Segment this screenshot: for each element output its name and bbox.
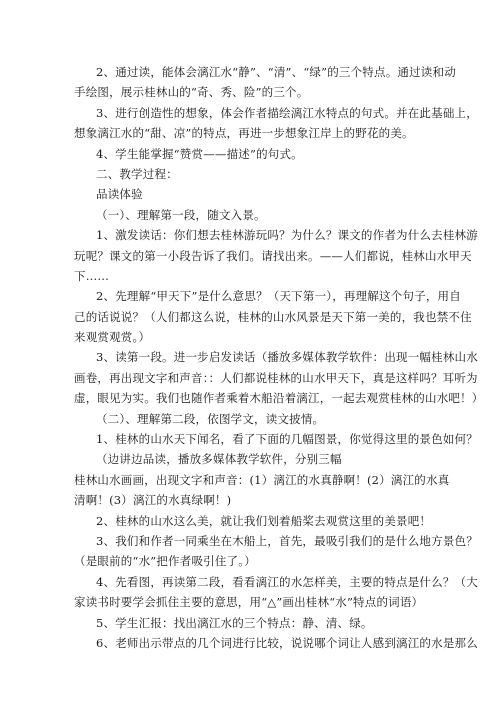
text-line: 家读书时要学会抓住主要的意思，用“△”画出桂林“水”特点的词语） xyxy=(74,595,424,610)
text-line: 己的话说说？（人们都这么说，桂林的山水风景是天下第一美的，我也禁不住 xyxy=(74,309,472,324)
text-line: 1、桂林的山水天下闻名，看了下面的几幅图景，你觉得这里的景色如何？ xyxy=(96,432,478,447)
text-line: （一）、理解第一段，随文入景。 xyxy=(96,207,266,222)
text-line: 画卷，再出现文字和声音：：人们都说桂林的山水甲天下，真是这样吗？耳听为 xyxy=(74,370,478,385)
text-line: 下…… xyxy=(74,268,110,283)
text-line: （二）、理解第二段，依图学文，读文披情。 xyxy=(96,411,325,426)
text-line: 4、学生能掌握“赞赏——描述”的句式。 xyxy=(96,146,303,161)
text-line: 品读体验 xyxy=(96,187,143,202)
text-line: 2、先理解“甲天下”是什么意思？（天下第一），再理解这个句子，用自 xyxy=(96,289,461,304)
text-line: 6、老师出示带点的几个词进行比较，说说哪个词让人感到漓江的水是那么 xyxy=(96,635,478,650)
text-line: 想象漓江水的“甜、凉”的特点，再进一步想象江岸上的野花的美。 xyxy=(74,126,414,141)
text-line: 1、激发读话：你们想去桂林游玩吗？为什么？课文的作者为什么去桂林游 xyxy=(96,228,478,243)
text-line: 2、通过读，能体会漓江水“静”、“清”、“绿”的三个特点。通过读和动 xyxy=(96,65,456,79)
text-line: 2、桂林的山水这么美，就让我们划着船桨去观赏这里的美景吧！ xyxy=(96,513,432,528)
text-line: 3、读第一段。进一步启发读话（播放多媒体教学软件：出现一幅桂林山水 xyxy=(96,350,478,365)
text-line: 5、学生汇报：找出漓江水的三个特点：静、清、绿。 xyxy=(96,615,373,630)
text-line: 二、教学过程： xyxy=(96,166,178,181)
text-line: 3、进行创造性的想象，体会作者描绘漓江水特点的句式。并在此基础上， xyxy=(96,105,478,120)
text-line: 清啊！(3）漓江的水真绿啊！) xyxy=(74,493,232,508)
text-line: 3、我们和作者一同乘坐在木船上，首先，最吸引我们的是什么地方景色？ xyxy=(96,533,478,548)
text-line: 来观赏观赏。） xyxy=(74,330,151,345)
text-line: （是眼前的“水”把作者吸引住了。） xyxy=(74,554,256,569)
text-line: 手绘图，展示桂林山的“奇、秀、险”的三个。 xyxy=(74,85,309,100)
text-line: 4、先看图，再读第二段，看看漓江的水怎样美，主要的特点是什么？（大 xyxy=(96,574,478,589)
text-line: 玩呢？课文的第一小段告诉了我们。请找出来。——人们都说，桂林山水甲天 xyxy=(74,248,472,263)
text-line: 虚，眼见为实。我们也随作者乘着木船沿着漓江，一起去观赏桂林的山水吧！） xyxy=(74,391,484,406)
text-line: （边讲边品读，播放多媒体教学软件，分别三幅 xyxy=(96,452,342,467)
document-body xyxy=(0,62,500,653)
text-line: 桂林山水画画，出现文字和声音：(1）漓江的水真静啊！(2）漓江的水真 xyxy=(74,472,450,487)
